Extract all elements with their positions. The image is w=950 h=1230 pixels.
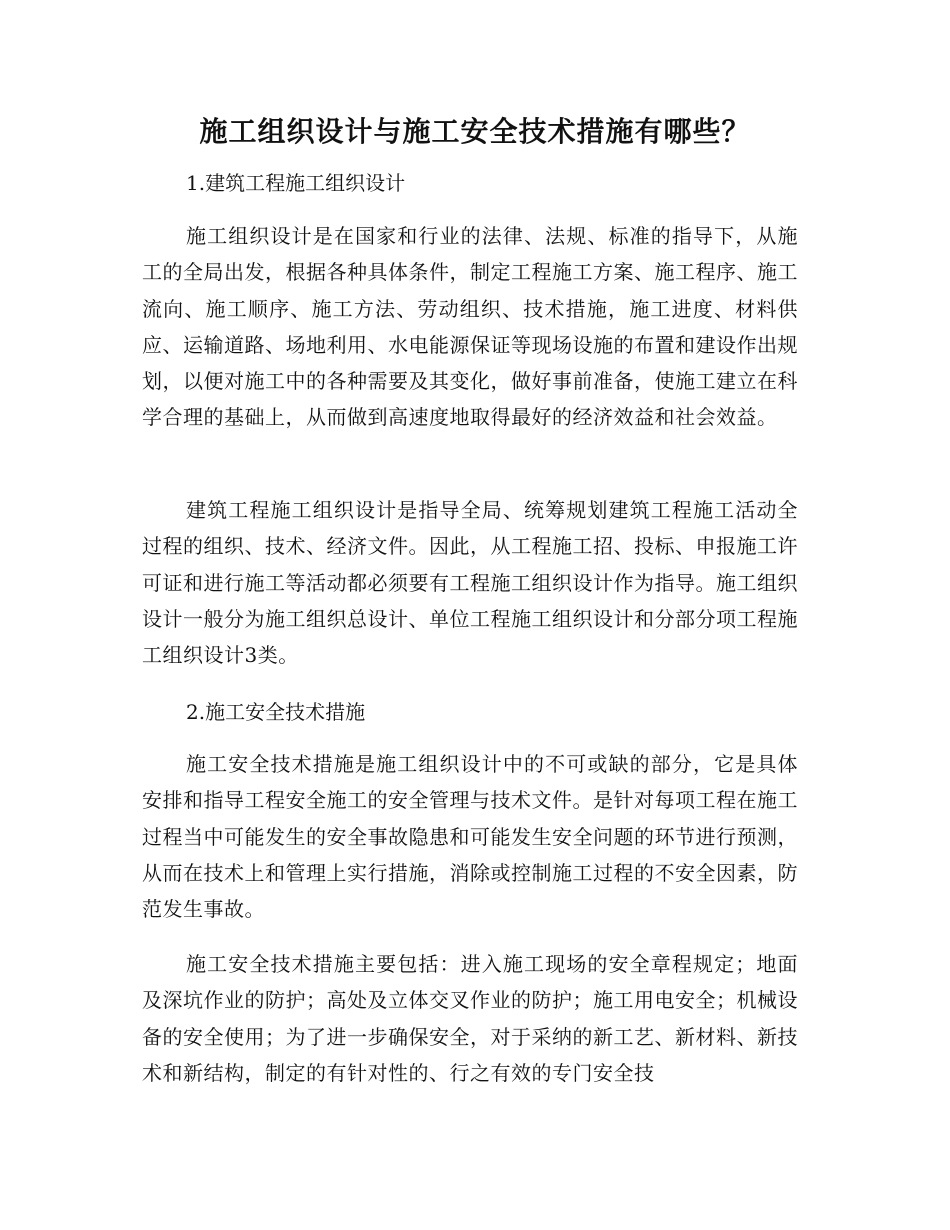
section-heading-2: 2.施工安全技术措施 — [186, 700, 366, 724]
paragraph: 建筑工程施工组织设计是指导全局、统筹规划建筑工程施工活动全过程的组织、技术、经济文件。因此，从工程施工招、投标、申报施工许可证和进行施工等活动都必须要有工程施工组织设计作为指导。施工组织设计一般分为施工组织总设计、单位工程施工组织设计和分部分项工程施工组织设计3类。 — [142, 498, 798, 668]
paragraph: 施工安全技术措施主要包括：进入施工现场的安全章程规定；地面及深坑作业的防护；高处及立体交叉作业的防护；施工用电安全；机械设备的安全使用；为了进一步确保安全，对于采纳的新工艺、新材料、新技术和新结构，制定的有针对性的、行之有效的专门安全技 — [142, 952, 798, 1085]
paragraph: 施工安全技术措施是施工组织设计中的不可或缺的部分，它是具体安排和指导工程安全施工的安全管理与技术文件。是针对每项工程在施工过程当中可能发生的安全事故隐患和可能发生安全问题的环节进行预测，从而在技术上和管理上实行措施，消除或控制施工过程的不安全因素，防范发生事故。 — [142, 752, 798, 922]
paragraph: 施工组织设计是在国家和行业的法律、法规、标准的指导下，从施工的全局出发，根据各种具体条件，制定工程施工方案、施工程序、施工流向、施工顺序、施工方法、劳动组织、技术措施，施工进度、材料供应、运输道路、场地利用、水电能源保证等现场设施的布置和建设作出规划，以便对施工中的各种需要及其变化，做好事前准备，使施工建立在科学合理的基础上，从而做到高速度地取得最好的经济效益和社会效益。 — [142, 224, 798, 430]
section-heading-1: 1.建筑工程施工组织设计 — [186, 171, 406, 195]
document-title: 施工组织设计与施工安全技术措施有哪些？ — [199, 115, 751, 148]
